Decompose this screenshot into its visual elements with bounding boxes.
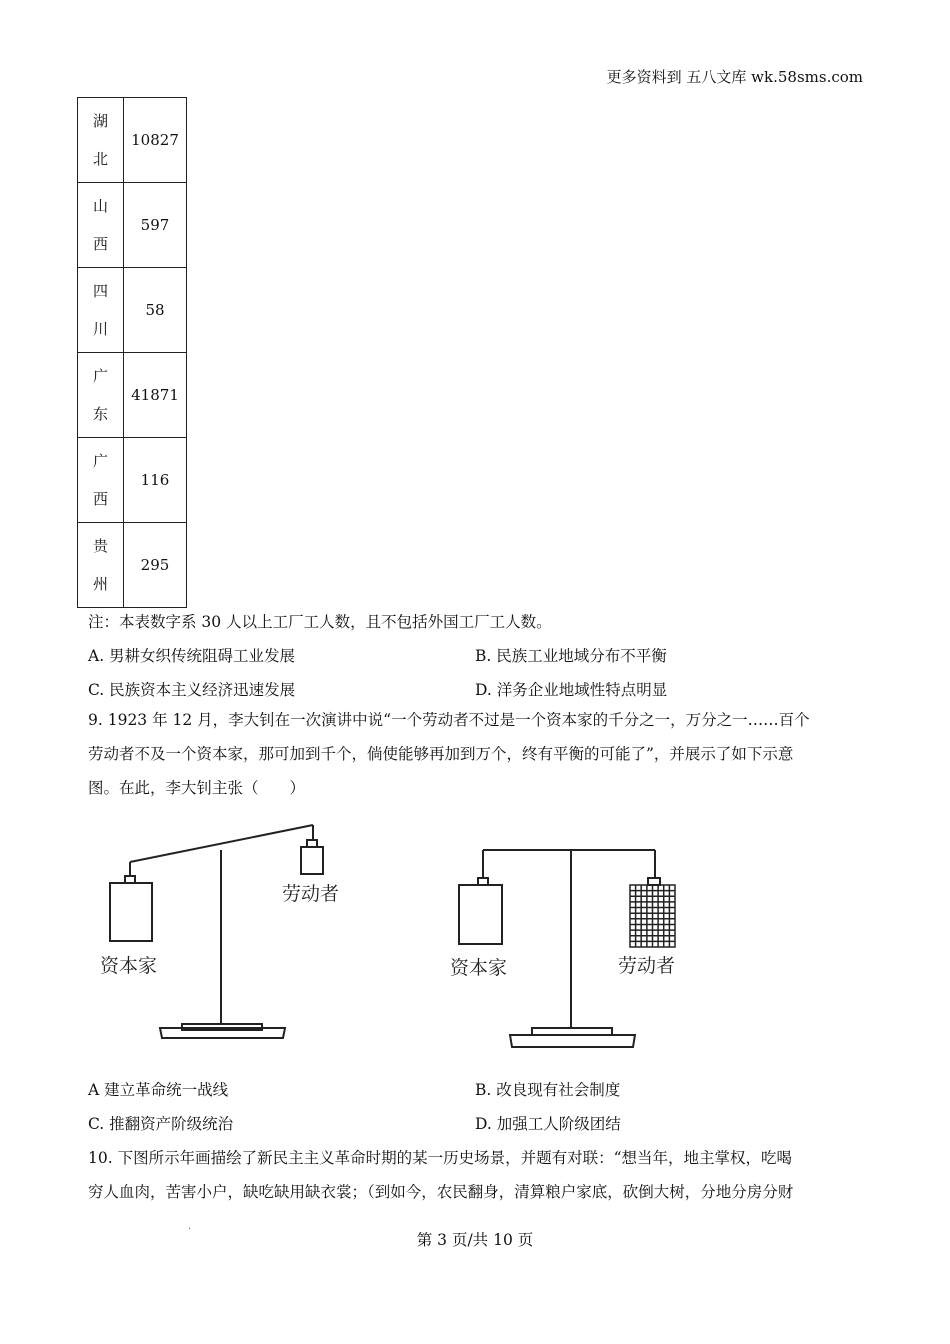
right-scale [459, 850, 660, 1047]
q9-option-d[interactable]: D. 加强工人阶级团结 [475, 1115, 621, 1133]
q8-option-a[interactable]: A. 男耕女织传统阻碍工业发展 [88, 647, 296, 665]
q9-option-a[interactable]: A 建立革命统一战线 [88, 1081, 229, 1099]
q9-stem: 9. 1923 年 12 月，李大钊在一次演讲中说“一个劳动者不过是一个资本家的千分之一，万分之一……百个 劳动者不及一个资本家，那可加到千个，倘使能够再加到万个，终有平衡的可能了”，并展示了如下示意 图。在此，李大钊主张（ ） [88, 711, 810, 797]
worker-count-cell: 116 [124, 438, 187, 523]
q8-option-d[interactable]: D. 洋务企业地域性特点明显 [475, 681, 668, 699]
worker-count-cell: 41871 [124, 353, 187, 438]
province-cell: 湖 北 [78, 98, 124, 183]
table-row [78, 353, 187, 438]
province-cell: 广 西 [78, 438, 124, 523]
q10-stem: 10. 下图所示年画描绘了新民主主义革命时期的某一历史场景，并题有对联：“想当年，地主掌权，吃喝 穷人血肉，苦害小户，缺吃缺用缺衣裳；（到如今，农民翻身，清算粮户家底，砍倒大树，分地分房分财 [88, 1149, 794, 1201]
table-row [78, 438, 187, 523]
table-note: 注：本表数字系 30 人以上工厂工人数，且不包括外国工厂工人数。 [88, 613, 552, 631]
page-footer: 第 3 页/共 10 页 [416, 1231, 534, 1249]
table-row [78, 268, 187, 353]
table-row [78, 98, 187, 183]
worker-count-cell: 58 [124, 268, 187, 353]
q9-option-b[interactable]: B. 改良现有社会制度 [475, 1081, 621, 1099]
right-capitalist-label: 资本家 [450, 957, 508, 979]
province-cell: 贵 州 [78, 523, 124, 608]
worker-count-cell: 295 [124, 523, 187, 608]
worker-count-cell: 597 [124, 183, 187, 268]
header-source: 更多资料到 五八文库 wk.58sms.com [606, 68, 863, 86]
province-cell: 广 东 [78, 353, 124, 438]
left-scale [110, 825, 323, 1038]
province-cell: 四 川 [78, 268, 124, 353]
q8-option-c[interactable]: C. 民族资本主义经济迅速发展 [88, 681, 296, 699]
left-worker-label: 劳动者 [282, 883, 340, 905]
right-worker-label: 劳动者 [618, 955, 676, 977]
table-row [78, 183, 187, 268]
left-capitalist-label: 资本家 [100, 955, 158, 977]
worker-table [77, 97, 187, 608]
table-row [78, 523, 187, 608]
balance-scale-figure [90, 820, 676, 1060]
q9-option-c[interactable]: C. 推翻资产阶级统治 [88, 1115, 234, 1133]
province-cell: 山 西 [78, 183, 124, 268]
footer-dot: · [188, 1224, 192, 1235]
worker-count-cell: 10827 [124, 98, 187, 183]
worker-grid-icon [630, 885, 675, 947]
q8-option-b[interactable]: B. 民族工业地域分布不平衡 [475, 647, 667, 665]
